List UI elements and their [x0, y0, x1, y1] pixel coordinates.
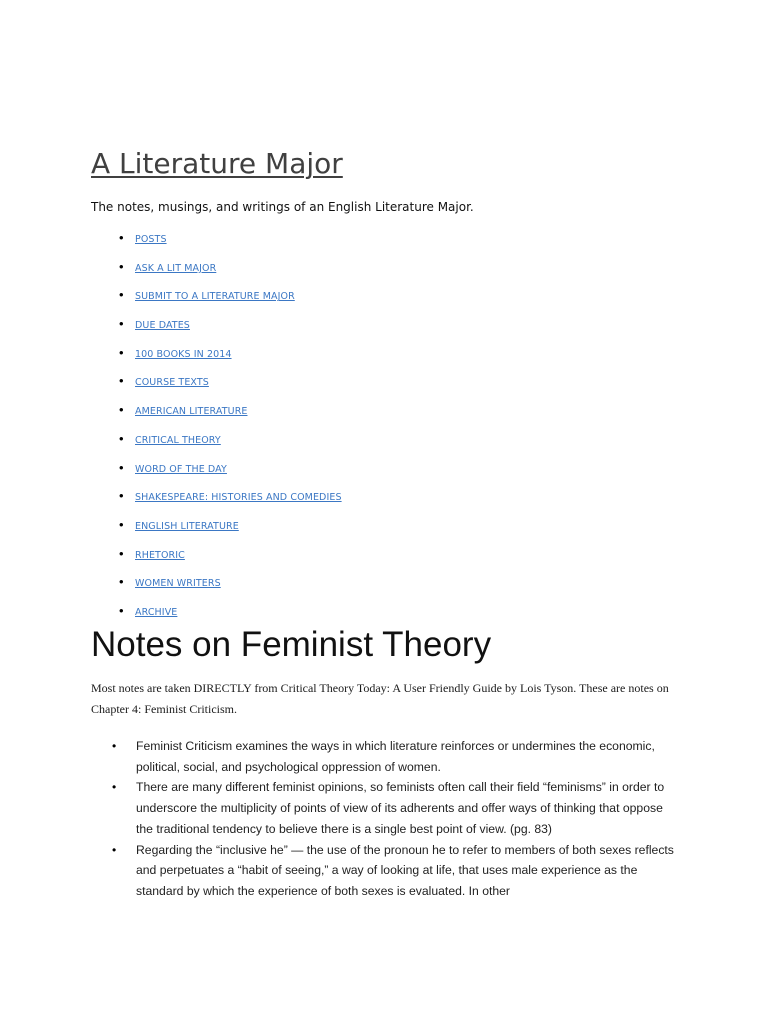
nav-link-posts[interactable]: POSTS: [135, 234, 167, 245]
bullet-icon: •: [119, 344, 124, 360]
nav-item-shakespeare: [0, 487, 342, 516]
note-item: [0, 736, 676, 777]
bullet-icon: •: [112, 780, 117, 795]
bullet-icon: •: [112, 739, 117, 753]
nav-link-word-of-the-day[interactable]: WORD OF THE DAY: [135, 463, 227, 475]
nav-link-critical-theory[interactable]: CRITICAL THEORY: [135, 434, 221, 446]
bullet-icon: •: [119, 230, 124, 245]
note-item: [0, 777, 676, 839]
nav-link-course-texts[interactable]: COURSE TEXTS: [135, 377, 209, 389]
nav-link-submit[interactable]: SUBMIT TO A LITERATURE MAJOR: [135, 291, 295, 303]
bullet-icon: •: [119, 602, 124, 618]
nav-menu: [0, 229, 342, 631]
nav-item-english-literature: [0, 516, 342, 545]
nav-item-rhetoric: [0, 545, 342, 574]
note-item: [0, 840, 676, 902]
bullet-icon: •: [119, 402, 124, 418]
bullet-icon: •: [119, 316, 124, 332]
bullet-icon: •: [119, 373, 124, 389]
nav-item-course-texts: [0, 372, 342, 401]
nav-link-shakespeare[interactable]: SHAKESPEARE: HISTORIES AND COMEDIES: [135, 492, 342, 504]
nav-item-100-books: [0, 344, 342, 373]
nav-link-rhetoric[interactable]: RHETORIC: [135, 549, 185, 561]
bullet-icon: •: [119, 488, 124, 504]
post-intro: Most notes are taken DIRECTLY from Critical Theory Today: A User Friendly Guide by Lois Tyson. These are notes on Chapter 4: Feminist Criticism.: [91, 681, 669, 716]
site-tagline: The notes, musings, and writings of an English Literature Major.: [91, 200, 474, 214]
note-text: Regarding the “inclusive he” — the use of the pronoun he to refer to members of both sexes reflects and perpetuates a “habit of seeing,” a way of looking at life, that uses male experience as the standard by which the experience of both sexes is evaluated. In other: [136, 842, 674, 898]
post-title: Notes on Feminist Theory: [91, 625, 492, 664]
nav-item-due-dates: [0, 315, 342, 344]
nav-item-ask-a-lit-major: [0, 258, 342, 287]
nav-item-word-of-the-day: [0, 459, 342, 488]
notes-list: [0, 736, 676, 902]
nav-link-ask-a-lit-major[interactable]: ASK A LIT MAJOR: [135, 262, 217, 274]
nav-item-submit: [0, 286, 342, 315]
nav-link-american-literature[interactable]: AMERICAN LITERATURE: [135, 406, 248, 418]
nav-item-posts: [0, 229, 342, 258]
nav-item-critical-theory: [0, 430, 342, 459]
bullet-icon: •: [119, 574, 124, 590]
nav-link-100-books[interactable]: 100 BOOKS IN 2014: [135, 348, 232, 360]
nav-link-archive[interactable]: ARCHIVE: [135, 606, 178, 618]
nav-link-due-dates[interactable]: DUE DATES: [135, 320, 190, 332]
nav-item-women-writers: [0, 573, 342, 602]
site-title[interactable]: A Literature Major: [91, 147, 343, 180]
nav-link-english-literature[interactable]: ENGLISH LITERATURE: [135, 520, 239, 532]
note-text: There are many different feminist opinions, so feminists often call their field “feminisms” in order to underscore the multiplicity of points of view of its adherents and offer ways of thinking that oppose the traditional tendency to believe there is a single best point of view. (pg. 83): [136, 780, 665, 836]
bullet-icon: •: [119, 430, 124, 446]
bullet-icon: •: [119, 258, 124, 274]
bullet-icon: •: [112, 842, 117, 857]
bullet-icon: •: [119, 287, 124, 303]
note-text: Feminist Criticism examines the ways in which literature reinforces or undermines the economic, political, social, and psychological oppression of women.: [136, 739, 655, 774]
bullet-icon: •: [119, 545, 124, 561]
nav-item-american-literature: [0, 401, 342, 430]
bullet-icon: •: [119, 459, 124, 475]
bullet-icon: •: [119, 516, 124, 532]
nav-link-women-writers[interactable]: WOMEN WRITERS: [135, 578, 221, 590]
